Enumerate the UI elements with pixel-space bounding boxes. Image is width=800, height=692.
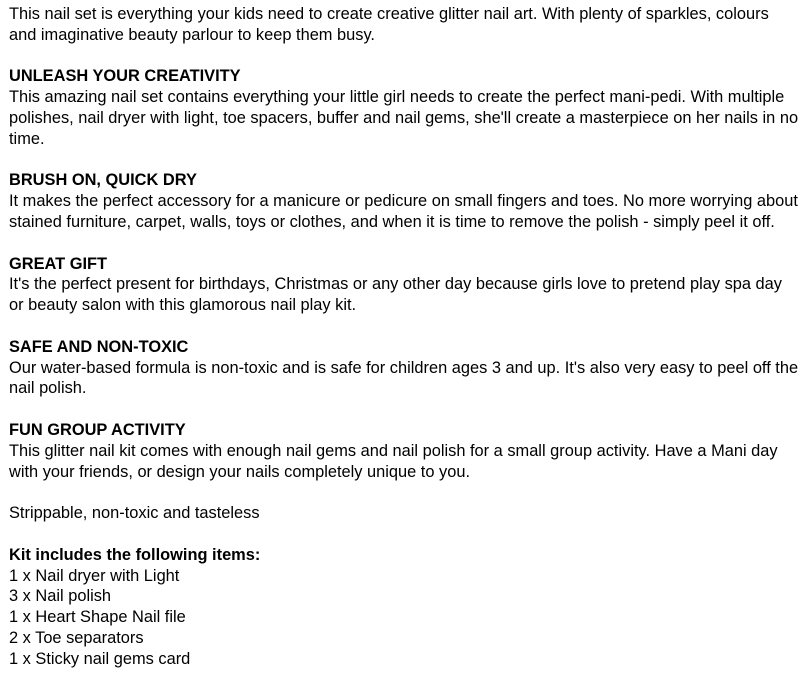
section-body: It's the perfect present for birthdays, Christmas or any other day because girls love to pretend play spa day or beauty salon with this glamorous nail play kit. [9,275,782,315]
section-heading: SAFE AND NON-TOXIC [9,337,189,356]
section-heading: UNLEASH YOUR CREATIVITY [9,67,241,86]
section-great-gift [9,254,799,316]
section-body: This amazing nail set contains everything your little girl needs to create the perfect mani-pedi. With multiple polishes, nail dryer with light, toe spacers, buffer and nail gems, she'll create a masterpiece on her nails in no time. [9,88,799,148]
list-item: 1 x Sticky nail gems card [9,649,191,668]
kit-heading: Kit includes the following items: [9,545,261,564]
list-item: 1 x Nail dryer with Light [9,566,180,585]
section-body: This glitter nail kit comes with enough nail gems and nail polish for a small group activity. Have a Mani day with your friends, or design your nails completely unique to you. [9,441,778,481]
section-safe-non-toxic [9,337,799,399]
section-creativity [9,66,799,149]
intro-paragraph: This nail set is everything your kids need to create creative glitter nail art. With plenty of sparkles, colours and imaginative beauty parlour to keep them busy. [9,5,769,44]
section-heading: BRUSH ON, QUICK DRY [9,171,197,190]
kit-contents [9,545,799,670]
section-quick-dry [9,170,799,232]
section-heading: GREAT GIFT [9,254,108,273]
section-body: Our water-based formula is non-toxic and is safe for children ages 3 and up. It's also very easy to peel off the nail polish. [9,358,799,398]
section-group-activity [9,420,799,482]
section-body: It makes the perfect accessory for a manicure or pedicure on small fingers and toes. No more worrying about stained furniture, carpet, walls, toys or clothes, and when it is time to remove the polish - simply peel it off. [9,192,798,231]
list-item: 3 x Nail polish [9,587,112,606]
section-heading: FUN GROUP ACTIVITY [9,420,186,439]
note-paragraph: Strippable, non-toxic and tasteless [9,504,260,523]
kit-item-list [9,566,799,670]
list-item: 2 x Toe separators [9,628,144,647]
list-item: 1 x Heart Shape Nail file [9,608,186,627]
